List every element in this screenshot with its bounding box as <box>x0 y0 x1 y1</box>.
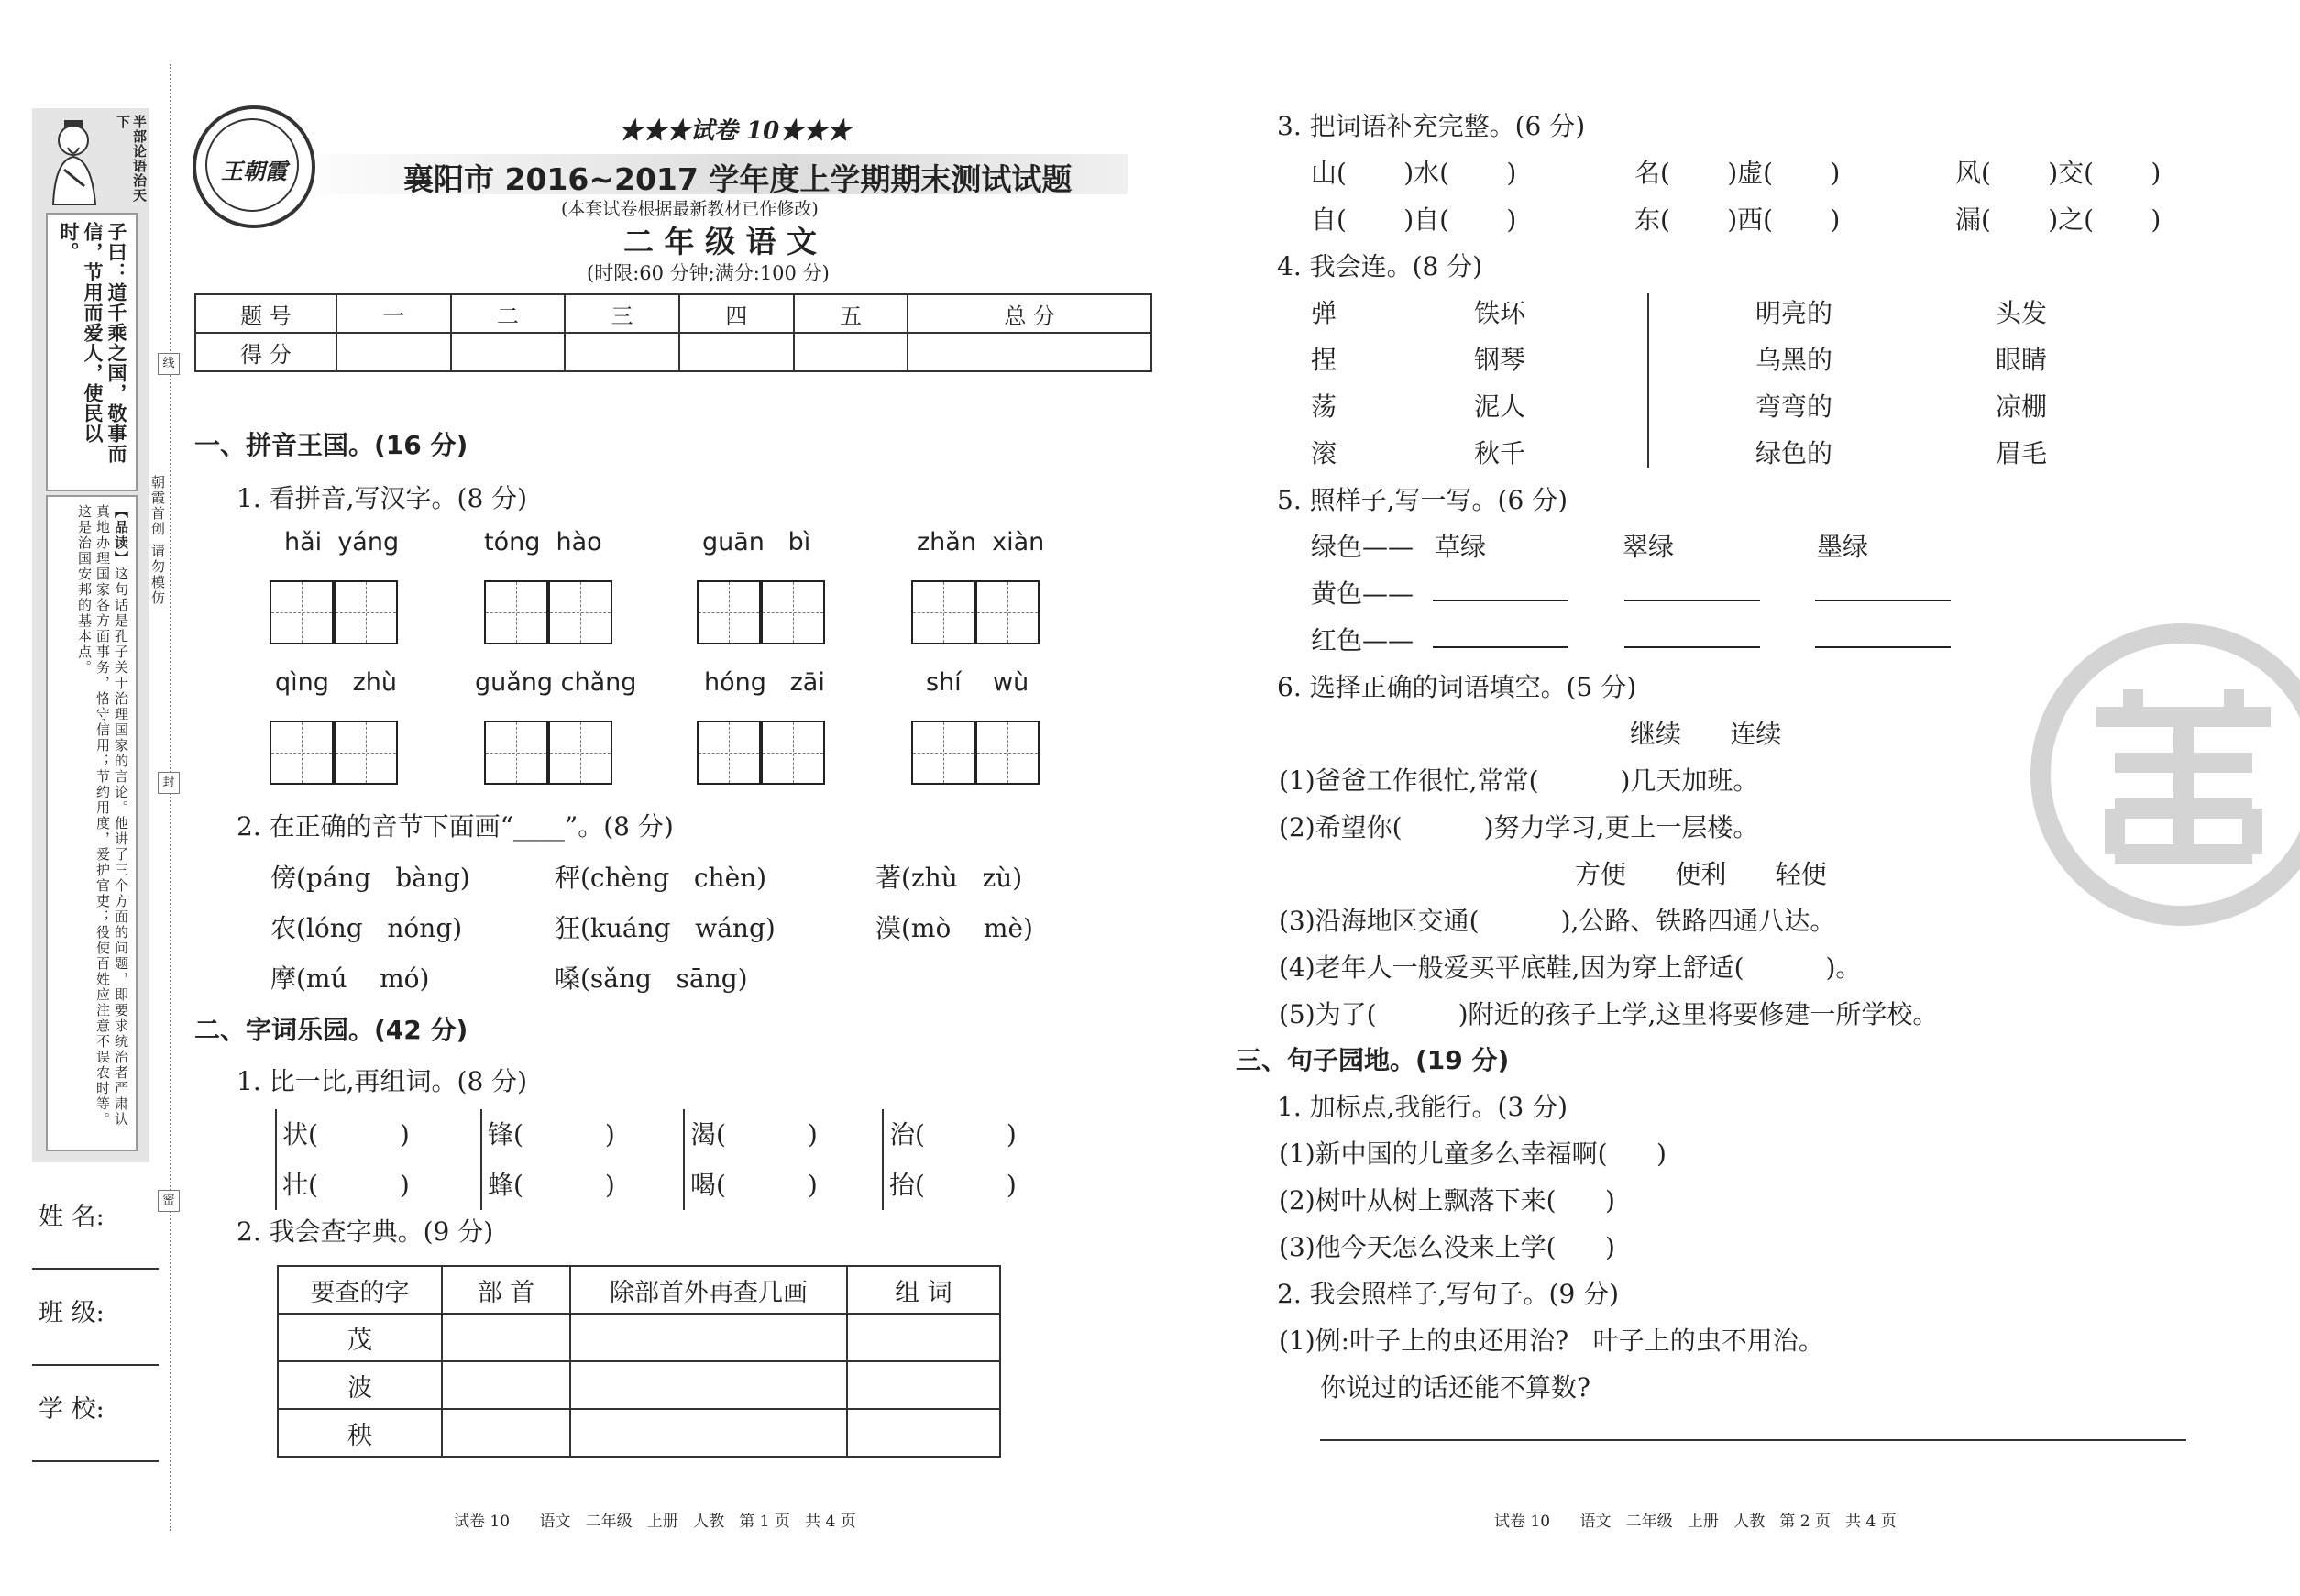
writing-grid[interactable] <box>697 580 761 644</box>
sentence-item[interactable]: (4)老年人一般爱买平底鞋,因为穿上舒适( )。 <box>1279 952 1862 983</box>
compare-word[interactable]: 治( ) <box>889 1119 1017 1150</box>
answer-cell[interactable] <box>570 1314 847 1361</box>
writing-grid[interactable] <box>911 580 975 644</box>
score-header: 题 号 <box>195 294 336 333</box>
answer-cell[interactable] <box>442 1361 570 1409</box>
connect-item[interactable]: 铁环 <box>1474 298 1526 328</box>
example-sentence: (1)例:叶子上的虫还用治? 叶子上的虫不用治。 <box>1279 1326 1824 1356</box>
score-row <box>195 333 1151 371</box>
connect-item[interactable]: 凉棚 <box>1996 391 2048 422</box>
sentence-item[interactable]: (3)沿海地区交通( ),公路、铁路四通八达。 <box>1279 906 1836 936</box>
time-limit: (时限:60 分钟;满分:100 分) <box>587 262 830 284</box>
logo-text: 王朝霞 <box>221 158 287 184</box>
answer-cell[interactable] <box>847 1314 1000 1361</box>
connect-item[interactable]: 头发 <box>1996 298 2048 328</box>
pinyin-label: hóng zāi <box>704 668 825 697</box>
punct-item[interactable]: (3)他今天怎么没来上学( ) <box>1279 1232 1615 1262</box>
answer-blank[interactable] <box>1433 574 1568 601</box>
connect-item[interactable]: 弯弯的 <box>1755 391 1833 422</box>
example-word: 草绿 <box>1435 532 1487 562</box>
connect-item[interactable]: 捏 <box>1311 345 1337 375</box>
word-choices: 方便 便利 轻便 <box>1575 859 1827 889</box>
compare-group <box>480 1109 615 1210</box>
confucius-illustration <box>37 115 112 206</box>
table-row <box>278 1361 1000 1409</box>
pinyin-label: guān bì <box>702 528 811 556</box>
compare-group <box>683 1109 818 1210</box>
brand-logo <box>193 105 315 228</box>
compare-group <box>882 1109 1017 1210</box>
paper-number: ★★★试卷 10★★★ <box>619 117 852 145</box>
answer-blank[interactable] <box>1815 621 1951 648</box>
writing-grid[interactable] <box>697 721 761 785</box>
binding-line <box>170 64 171 1531</box>
connect-item[interactable]: 弹 <box>1311 298 1337 328</box>
fill-item[interactable]: 自( )自( ) <box>1311 204 1517 235</box>
binding-note: 朝霞首创 请勿模仿 <box>149 475 166 606</box>
pinyin-label: tóng hào <box>484 528 602 556</box>
writing-grid[interactable] <box>334 580 398 644</box>
pindu-text: 这句话是孔子关于治理国家的言论。他讲了三个方面的问题，即要求统治者严肃认真地办理国家各方面事务，恪守信用；节约用度，爱护官吏；役使百姓应注意不误农时等。这是治国安邦的基本点。 <box>76 504 129 1128</box>
answer-blank[interactable] <box>1624 574 1760 601</box>
fill-item[interactable]: 山( )水( ) <box>1311 158 1517 188</box>
pinyin-label: guǎng chǎng <box>475 668 637 697</box>
score-header: 总 分 <box>908 294 1151 333</box>
pindu-box <box>46 495 138 1151</box>
answer-cell[interactable] <box>442 1409 570 1457</box>
writing-grid[interactable] <box>270 721 334 785</box>
score-cell[interactable] <box>908 333 1151 371</box>
example-label: 绿色—— <box>1311 532 1414 562</box>
compare-word[interactable]: 锋( ) <box>488 1119 615 1150</box>
part2-title: 二、字词乐园。(42 分) <box>194 1015 468 1045</box>
writing-grid[interactable] <box>270 580 334 644</box>
dict-header: 部 首 <box>442 1266 570 1314</box>
punct-item[interactable]: (2)树叶从树上飘落下来( ) <box>1279 1185 1615 1216</box>
writing-grid[interactable] <box>911 721 975 785</box>
fill-item[interactable]: 漏( )之( ) <box>1955 204 2162 235</box>
dict-char: 秧 <box>278 1409 442 1457</box>
answer-cell[interactable] <box>442 1314 570 1361</box>
compare-word[interactable]: 抬( ) <box>889 1170 1017 1200</box>
syllable-item[interactable]: 狂(kuáng wáng) <box>555 913 776 943</box>
part2-q4: 4. 我会连。(8 分) <box>1277 251 1483 281</box>
score-header: 四 <box>679 294 794 333</box>
subject-title: 二 年 级 语 文 <box>623 224 817 259</box>
syllable-item[interactable]: 著(zhù zù) <box>875 863 1023 893</box>
score-cell[interactable] <box>794 333 908 371</box>
example-word: 墨绿 <box>1817 532 1869 562</box>
connect-item[interactable]: 钢琴 <box>1474 345 1526 375</box>
answer-cell[interactable] <box>847 1361 1000 1409</box>
part3-title: 三、句子园地。(19 分) <box>1236 1045 1510 1075</box>
sentence-item[interactable]: (1)爸爸工作很忙,常常( )几天加班。 <box>1279 765 1759 796</box>
table-row <box>278 1314 1000 1361</box>
fill-item[interactable]: 名( )虚( ) <box>1634 158 1841 188</box>
secret-stamp <box>2030 623 2300 926</box>
connect-item[interactable]: 眉毛 <box>1996 438 2048 468</box>
answer-blank[interactable] <box>1433 621 1568 648</box>
punct-item[interactable]: (1)新中国的儿童多么幸福啊( ) <box>1279 1139 1667 1169</box>
motto-text: 子曰：道千乘之国，敬事而信，节用而爱人，使民以时。 <box>58 222 128 464</box>
binding-mark-seal: 封 <box>158 772 180 794</box>
binding-mark-secret: 密 <box>158 1190 180 1212</box>
table-row <box>278 1409 1000 1457</box>
part3-q2: 2. 我会照样子,写句子。(9 分) <box>1277 1279 1620 1309</box>
sidebar-heading: 半部论语治天下 <box>115 115 148 203</box>
footer-right: 试卷 10 语文 二年级 上册 人教 第 2 页 共 4 页 <box>1494 1513 1897 1531</box>
dictionary-table <box>277 1265 1001 1458</box>
pinyin-label: hǎi yáng <box>284 528 400 556</box>
pindu-label: 【品读】 <box>113 504 129 567</box>
writing-grid[interactable] <box>975 721 1040 785</box>
score-cell[interactable] <box>451 333 566 371</box>
binding-mark-line: 线 <box>158 353 180 375</box>
compare-word[interactable]: 渴( ) <box>690 1119 818 1150</box>
answer-blank[interactable] <box>1815 574 1951 601</box>
class-field[interactable] <box>32 1364 159 1366</box>
connect-item[interactable]: 滚 <box>1311 438 1337 468</box>
word-choices: 继续 连续 <box>1630 719 1782 749</box>
score-header: 五 <box>794 294 908 333</box>
score-cell[interactable] <box>679 333 794 371</box>
class-label: 班 级: <box>39 1299 105 1327</box>
connect-item[interactable]: 荡 <box>1311 391 1337 422</box>
sentence-item[interactable]: (5)为了( )附近的孩子上学,这里将要修建一所学校。 <box>1279 999 1939 1029</box>
answer-cell[interactable] <box>847 1409 1000 1457</box>
connect-item[interactable]: 乌黑的 <box>1755 345 1833 375</box>
row-label: 红色—— <box>1311 625 1414 655</box>
part2-q5: 5. 照样子,写一写。(6 分) <box>1277 485 1568 515</box>
dict-header: 要查的字 <box>278 1266 442 1314</box>
writing-grid[interactable] <box>484 580 548 644</box>
answer-cell[interactable] <box>570 1361 847 1409</box>
writing-grid[interactable] <box>548 721 612 785</box>
part3-q1: 1. 加标点,我能行。(3 分) <box>1277 1092 1568 1122</box>
answer-cell[interactable] <box>570 1409 847 1457</box>
dict-char: 波 <box>278 1361 442 1409</box>
compare-word[interactable]: 状( ) <box>282 1119 410 1150</box>
row-label: 黄色—— <box>1311 578 1414 609</box>
score-header: 二 <box>451 294 566 333</box>
connect-item[interactable]: 明亮的 <box>1755 298 1833 328</box>
part2-q6: 6. 选择正确的词语填空。(5 分) <box>1277 672 1637 702</box>
writing-grid[interactable] <box>334 721 398 785</box>
stamp-glyph <box>2078 680 2289 873</box>
writing-grid[interactable] <box>761 721 825 785</box>
writing-grid[interactable] <box>975 580 1040 644</box>
fill-item[interactable]: 东( )西( ) <box>1634 204 1841 235</box>
connect-item[interactable]: 绿色的 <box>1755 438 1833 468</box>
example-word: 翠绿 <box>1623 532 1675 562</box>
compare-word[interactable]: 喝( ) <box>690 1170 818 1200</box>
dict-header: 除部首外再查几画 <box>570 1266 847 1314</box>
school-label: 学 校: <box>39 1395 105 1424</box>
pinyin-label: qìng zhù <box>275 668 398 697</box>
score-table <box>194 293 1152 372</box>
dict-char: 茂 <box>278 1314 442 1361</box>
score-cell[interactable] <box>336 333 451 371</box>
compare-word[interactable]: 壮( ) <box>282 1170 410 1200</box>
pinyin-label: shí wù <box>926 668 1029 697</box>
part1-q2: 2. 在正确的音节下面画“____”。(8 分) <box>237 811 674 842</box>
syllable-item[interactable]: 傍(páng bàng) <box>270 863 470 893</box>
footer-left: 试卷 10 语文 二年级 上册 人教 第 1 页 共 4 页 <box>454 1513 856 1531</box>
task-sentence: 你说过的话还能不算数? <box>1320 1372 1591 1403</box>
compare-group <box>275 1109 410 1210</box>
score-header: 一 <box>336 294 451 333</box>
syllable-item[interactable]: 漠(mò mè) <box>875 913 1033 943</box>
syllable-item[interactable]: 嗓(sǎng sāng) <box>555 963 748 994</box>
syllable-item[interactable]: 农(lóng nóng) <box>270 913 463 943</box>
part1-q1: 1. 看拼音,写汉字。(8 分) <box>237 483 528 513</box>
name-field[interactable] <box>32 1268 159 1270</box>
score-header: 三 <box>565 294 679 333</box>
writing-grid[interactable] <box>484 721 548 785</box>
paper-title: 襄阳市 2016~2017 学年度上学期期末测试试题 <box>403 161 1073 197</box>
part2-q2: 2. 我会查字典。(9 分) <box>237 1216 494 1247</box>
score-row-label: 得 分 <box>195 333 336 371</box>
syllable-item[interactable]: 秤(chèng chèn) <box>555 863 767 893</box>
answer-line[interactable] <box>1320 1439 2186 1441</box>
connect-item[interactable]: 秋千 <box>1474 438 1526 468</box>
syllable-item[interactable]: 摩(mú mó) <box>270 963 430 994</box>
score-header-row <box>195 294 1151 333</box>
part2-q1: 1. 比一比,再组词。(8 分) <box>237 1066 528 1096</box>
fill-item[interactable]: 风( )交( ) <box>1955 158 2162 188</box>
name-label: 姓 名: <box>39 1203 105 1231</box>
sentence-item[interactable]: (2)希望你( )努力学习,更上一层楼。 <box>1279 812 1759 842</box>
writing-grid[interactable] <box>548 580 612 644</box>
answer-blank[interactable] <box>1624 621 1760 648</box>
compare-word[interactable]: 蜂( ) <box>488 1170 615 1200</box>
score-cell[interactable] <box>565 333 679 371</box>
motto-box <box>46 213 138 491</box>
pinyin-label: zhǎn xiàn <box>917 528 1045 556</box>
paper-note: (本套试卷根据最新教材已作修改) <box>561 199 819 219</box>
connect-item[interactable]: 泥人 <box>1474 391 1526 422</box>
writing-grid[interactable] <box>761 580 825 644</box>
dict-header: 组 词 <box>847 1266 1000 1314</box>
connect-divider <box>1647 293 1649 468</box>
part1-title: 一、拼音王国。(16 分) <box>194 430 468 460</box>
connect-item[interactable]: 眼睛 <box>1996 345 2048 375</box>
part2-q3: 3. 把词语补充完整。(6 分) <box>1277 111 1586 141</box>
dict-header-row <box>278 1266 1000 1314</box>
school-field[interactable] <box>32 1460 159 1462</box>
